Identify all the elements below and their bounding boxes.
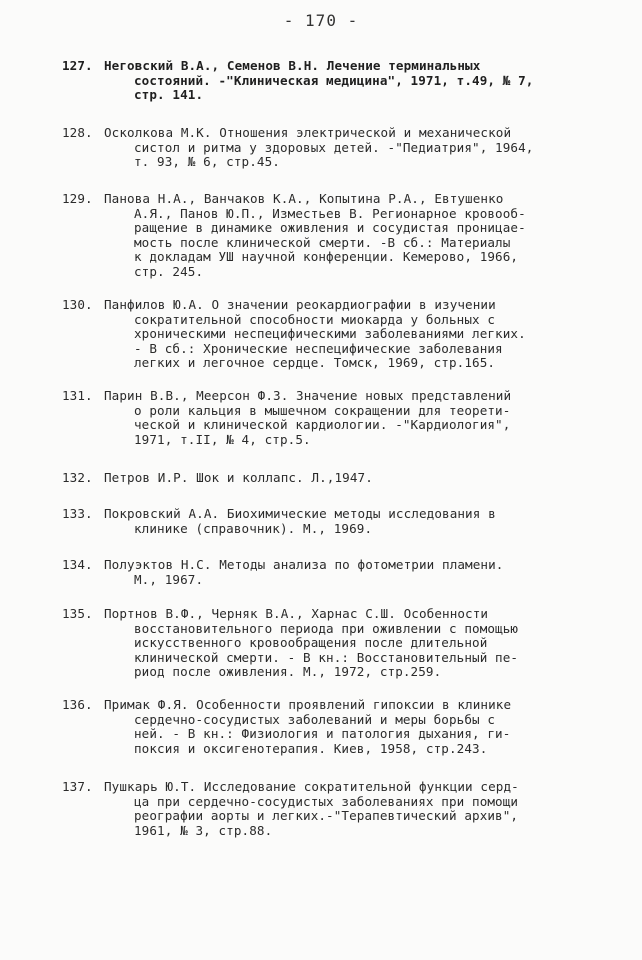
reference-line — [62, 558, 602, 573]
reference-text: риод после оживления. М., 1972, стр.259. — [134, 664, 442, 679]
reference-text: к докладам УШ научной конференции. Кемерово, 1966, — [134, 249, 519, 264]
reference-number: 129. — [62, 191, 93, 206]
reference-text: состояний. -"Клиническая медицина", 1971, т.49, № 7, — [134, 72, 534, 88]
reference-text: Парин В.В., Меерсон Ф.З. Значение новых представлений — [104, 388, 512, 403]
reference-line — [62, 236, 602, 251]
reference-text: Портнов В.Ф., Черняк В.А., Харнас С.Ш. Особенности — [104, 606, 489, 621]
reference-text: сердечно-сосудистых заболеваний и меры борьбы с — [134, 711, 496, 727]
reference-text: о роли кальция в мышечном сокращении для теорети- — [134, 402, 511, 418]
reference-line — [62, 59, 602, 74]
reference-number: 137. — [62, 779, 93, 794]
reference-text: 1971, т.II, № 4, стр.5. — [134, 431, 311, 447]
reference-text: Панова Н.А., Ванчаков К.А., Копытина Р.А., Евтушенко — [104, 191, 504, 206]
page-number: - 170 - — [283, 11, 359, 30]
reference-entry-136 — [62, 698, 602, 756]
reference-number: 128. — [62, 125, 93, 140]
reference-entry-131 — [62, 389, 602, 447]
reference-line — [62, 780, 602, 795]
reference-line — [62, 342, 602, 357]
reference-text: клинике (справочник). М., 1969. — [134, 520, 373, 536]
reference-text: Пушкарь Ю.Т. Исследование сократительной функции серд- — [104, 779, 519, 794]
reference-text: стр. 245. — [134, 263, 204, 279]
reference-text: хроническими неспецифическими заболеваниями легких. — [134, 326, 526, 341]
reference-line — [62, 265, 602, 280]
reference-line — [62, 389, 602, 404]
reference-entry-133 — [62, 507, 602, 536]
reference-text: клинической смерти. - В кн.: Восстановительный пе- — [134, 649, 519, 665]
reference-text: Панфилов Ю.А. О значении реокардиографии в изучении — [104, 297, 496, 312]
reference-line — [62, 665, 602, 680]
reference-line — [62, 298, 602, 313]
reference-text: М., 1967. — [134, 571, 204, 587]
reference-text: т. 93, № 6, стр.45. — [134, 154, 280, 169]
reference-line — [62, 471, 602, 486]
reference-line — [62, 698, 602, 713]
reference-line — [62, 573, 602, 588]
reference-text: ращение в динамике оживления и сосудистая проницае- — [134, 220, 526, 235]
reference-line — [62, 636, 602, 651]
reference-text: стр. 141. — [134, 87, 204, 102]
reference-number: 127. — [62, 58, 93, 73]
reference-text: 1961, № 3, стр.88. — [134, 822, 273, 838]
reference-text: сократительной способности миокарда у больных с — [134, 311, 496, 327]
reference-line — [62, 192, 602, 207]
reference-entry-127 — [62, 59, 602, 103]
reference-line — [62, 74, 602, 89]
reference-entry-137 — [62, 780, 602, 838]
reference-entry-130 — [62, 298, 602, 371]
reference-line — [62, 795, 602, 810]
reference-line — [62, 824, 602, 839]
reference-text: поксия и оксигенотерапия. Киев, 1958, стр.243. — [134, 740, 488, 756]
reference-text: Примак Ф.Я. Особенности проявлений гипоксии в клинике — [104, 697, 512, 712]
reference-text: ца при сердечно-сосудистых заболеваниях при помощи — [134, 793, 519, 809]
reference-line — [62, 522, 602, 537]
reference-line — [62, 607, 602, 622]
reference-text: Покровский А.А. Биохимические методы исследования в — [104, 506, 496, 521]
reference-line — [62, 433, 602, 448]
reference-number: 136. — [62, 697, 93, 712]
reference-entry-132 — [62, 471, 602, 486]
reference-text: А.Я., Панов Ю.П., Изместьев В. Регионарное кровооб- — [134, 205, 526, 221]
reference-line — [62, 651, 602, 666]
reference-text: - В сб.: Хронические неспецифические заболевания — [134, 340, 503, 356]
reference-text: восстановительного периода при оживлении с помощью — [134, 620, 519, 636]
reference-line — [62, 313, 602, 328]
reference-number: 134. — [62, 557, 93, 572]
reference-line — [62, 418, 602, 433]
reference-text: Полуэктов Н.С. Методы анализа по фотометрии пламени. — [104, 557, 504, 572]
reference-text: искусственного кровообращения после длительной — [134, 635, 488, 650]
reference-line — [62, 126, 602, 141]
reference-line — [62, 713, 602, 728]
reference-line — [62, 250, 602, 265]
reference-text: ческой и клинической кардиологии. -"Кардиология", — [134, 417, 511, 432]
reference-text: систол и ритма у здоровых детей. -"Педиатрия", 1964, — [134, 139, 534, 155]
reference-line — [62, 327, 602, 342]
reference-entry-128 — [62, 126, 602, 170]
reference-line — [62, 356, 602, 371]
reference-number: 130. — [62, 297, 93, 312]
reference-line — [62, 507, 602, 522]
reference-line — [62, 727, 602, 742]
reference-text: Петров И.Р. Шок и коллапс. Л.,1947. — [104, 470, 373, 485]
reference-number: 135. — [62, 606, 93, 621]
reference-entry-135 — [62, 607, 602, 680]
reference-number: 133. — [62, 506, 93, 521]
reference-text: Неговский В.А., Семенов В.Н. Лечение терминальных — [104, 58, 481, 73]
reference-line — [62, 88, 602, 103]
reference-line — [62, 404, 602, 419]
reference-entry-129 — [62, 192, 602, 279]
reference-text: ней. - В кн.: Физиология и патология дыхания, ги- — [134, 726, 511, 741]
reference-line — [62, 155, 602, 170]
reference-line — [62, 742, 602, 757]
reference-entry-134 — [62, 558, 602, 587]
reference-text: Осколкова М.К. Отношения электрической и механической — [104, 125, 512, 140]
reference-number: 131. — [62, 388, 93, 403]
reference-text: легких и легочное сердце. Томск, 1969, стр.165. — [134, 355, 496, 370]
reference-line — [62, 809, 602, 824]
reference-line — [62, 141, 602, 156]
reference-text: мость после клинической смерти. -В сб.: Материалы — [134, 234, 511, 250]
reference-number: 132. — [62, 470, 93, 485]
reference-line — [62, 221, 602, 236]
reference-line — [62, 622, 602, 637]
reference-text: реографии аорты и легких.-"Терапевтический архив", — [134, 808, 519, 823]
reference-line — [62, 207, 602, 222]
